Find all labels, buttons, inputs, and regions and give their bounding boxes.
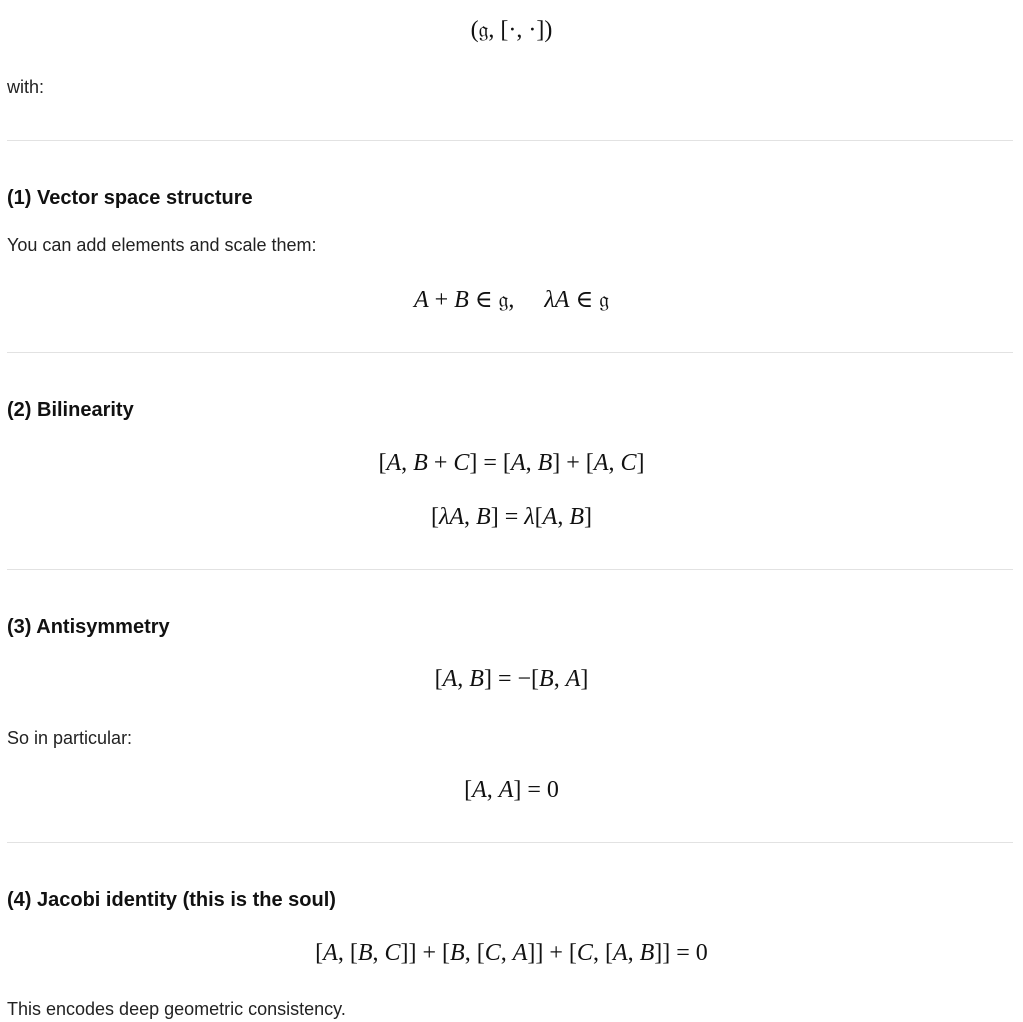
bilinearity-formula-scalar: [λA, B] = λ[A, B] bbox=[430, 504, 592, 530]
section-divider bbox=[7, 140, 1013, 141]
section-heading-bilinearity: (2) Bilinearity bbox=[7, 399, 134, 421]
vector-space-formula: A + B ∈ 𝔤, λA ∈ 𝔤 bbox=[413, 287, 610, 313]
intro-with-text: with: bbox=[7, 77, 45, 97]
antisymmetry-formula: [A, B] = −[B, A] bbox=[434, 666, 589, 692]
section-divider bbox=[7, 569, 1013, 570]
section-heading-vector-space: (1) Vector space structure bbox=[7, 187, 253, 209]
lie-algebra-pair-formula: (𝔤, [·, ·]) bbox=[470, 17, 553, 43]
antisymmetry-self-bracket-formula: [A, A] = 0 bbox=[464, 777, 559, 803]
section-heading-antisymmetry: (3) Antisymmetry bbox=[7, 616, 170, 638]
section-heading-jacobi: (4) Jacobi identity (this is the soul) bbox=[7, 889, 336, 911]
bilinearity-formula-additive: [A, B + C] = [A, B] + [A, C] bbox=[378, 450, 645, 476]
vector-space-description: You can add elements and scale them: bbox=[7, 235, 317, 255]
section-divider bbox=[7, 352, 1013, 353]
antisymmetry-consequence-text: So in particular: bbox=[7, 728, 133, 748]
jacobi-description: This encodes deep geometric consistency. bbox=[7, 999, 346, 1019]
section-divider bbox=[7, 842, 1013, 843]
jacobi-identity-formula: [A, [B, C]] + [B, [C, A]] + [C, [A, B]] = 0 bbox=[315, 940, 708, 966]
